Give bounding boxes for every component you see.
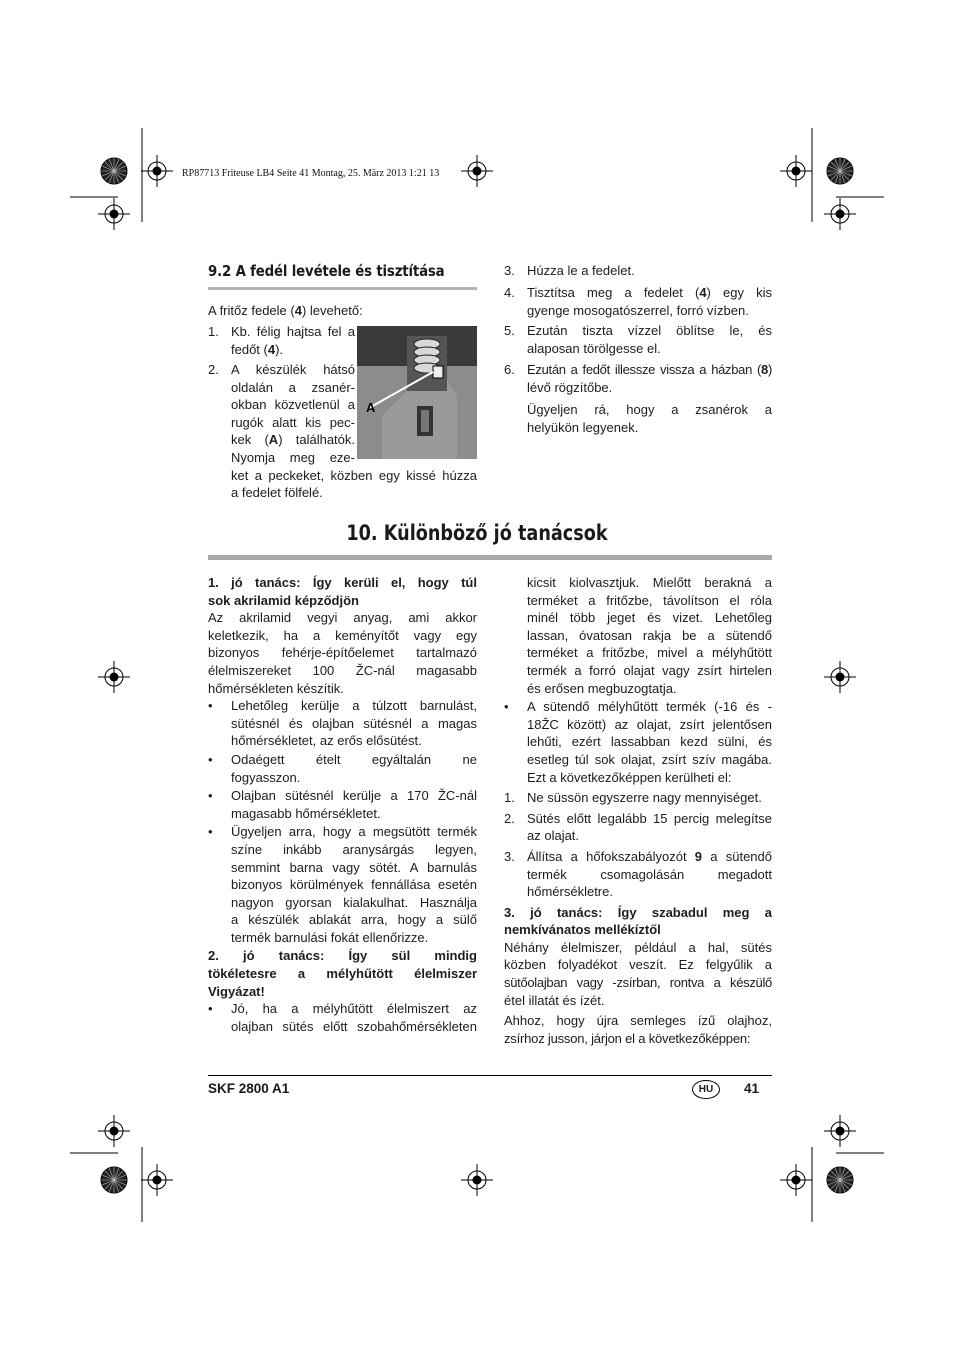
step-2: 2. A készülék hátsó oldalán a zsanér- okban közvetlenül a rugók alatt kis pec- kek (A) találhatók. Nyomja meg eze- ket a peckeket, közben egy kissé húzza a fedelet fölfelé. [208,362,477,501]
section-heading-9-2: 9.2 A fedél levétele és tisztítása [208,262,445,280]
tip2-step-2: 2. Sütés előtt legalább 15 percig melegítse az olajat. [504,810,772,844]
page-number: 41 [744,1081,760,1096]
tip2-heading: 2. jó tanács: Így sül mindig tökéletesre a mélyhűtött élelmiszer Vigyázat! [208,948,477,999]
step-6: 6. Ezután a fedőt illessze vissza a házban (8) lévő rögzítőbe. [504,362,772,395]
tip1-bullet-3: • Olajban sütésnél kerülje a 170 ŽC-nál magasabb hőmérsékletet. [208,788,477,821]
intro-paragraph: A fritőz fedele (4) levehető: [208,303,363,318]
right-column [504,574,772,1047]
section-rule [208,287,477,290]
section-heading-10: 10. Különböző jó tanácsok [346,521,608,545]
tip3-paragraph-1: Néhány élelmiszer, például a hal, sütés közben folyadékot veszít. Ez felgyűlik a sütőolajban vagy -zsírban, rontva a készülő étel illatát és ízét. [504,939,772,1008]
image-label-a: A [366,400,376,415]
tip1-bullet-1: • Lehetőleg kerülje a túlzott barnulást, sütésnél és olajban sütésnél a magas hőmérsékletet, az erős elősütést. [208,698,477,749]
tip2-step-3: 3. Állítsa a hőfokszabályozót 9 a sütendő termék csomagolásán megadott hőmérsékletre. [504,848,772,900]
tip2-step-1: 1. Ne süssön egyszerre nagy mennyiséget. [504,790,762,806]
footer-model: SKF 2800 A1 [208,1081,290,1096]
tip1-bullet-4: • Ügyeljen arra, hogy a megsütött termék színe inkább aranysárgás legyen, semmint barna vagy sötét. A barnulás bizonyos körülmények fennállása esetén nagyon gyorsan kialakulhat. Használja a készülék ablakát arra, hogy a sülő termék barnulási fokát ellenőrizze. [208,824,477,945]
tip2-bullet-2: • A sütendő mélyhűtött termék (-16 és - 18ŽC között) az olajat, zsírt jelentősen lehűti, ezért lassabban kezd sülni, és esetleg túl sok olajat, zsírt szív magába. Ezt a következőképpen kerülheti el: [504,699,772,785]
tip2-bullet-1-cont: kicsit kiolvasztjuk. Mielőtt berakná a terméket a fritőzbe, távolítson el róla minél több jeget és vizet. Lehetőleg lassan, óvatosan rakja be a sütendő terméket a fritőzbe, mivel a mélyhűtött termék a forró olajat vagy zsírt hirtelen és erősen megbuzogtatja. [527,575,772,696]
tip1-bullet-2: • Odaégett ételt egyáltalán ne fogyasszon. [208,751,477,785]
section-10-rule [208,555,772,560]
step-4: 4. Tisztítsa meg a fedelet (4) egy kis gyenge mosogatószerrel, forró vízben. [504,285,772,318]
left-column: 1. jó tanács: Így kerüli el, hogy túl sok akrilamid képződjön Az akrilamid vegyi anyag, ami akkor keletkezik, ha a keményítőt vagy egy bizonyos fehérje-építőelemet tartalmazó élelmiszereket 100 ŽC-nál magasabb hőmérsékleten készítik. • Lehetőleg kerülje a túlzott barnulást, sütésnél és olajban sütésnél a magas hőmérsékletet, az erős elősütést. • Odaégett ételt egyáltalán ne fogyasszon. • Olajban sütésnél kerülje a 170 ŽC-nál magasabb hőmérsékletet. • Ügyeljen arra, hogy a megsütött termék színe inkább aranysárgás legyen, semmint barna vagy sötét. A barnulás bizonyos körülmények fennállása esetén nagyon gyorsan kialakulhat. Használja a készülék ablakát arra, hogy a sülő termék barnulási fokát ellenőrizze. 2. jó tanács: Így sül mindig tökéletesre a mélyhűtött élelmiszer Vigyázat! • Jó, ha a mélyhűtött élelmiszert az olajban sütés előtt szobahőmérsékleten [208,575,477,1034]
hinge-note: Ügyeljen rá, hogy a zsanérok a helyükön legyenek. [527,402,772,435]
language-badge: HU [692,1080,720,1099]
footer-rule [208,1075,772,1076]
tip2-bullet-1-start: • Jó, ha a mélyhűtött élelmiszert az olajban sütés előtt szobahőmérsékleten [208,1001,477,1034]
step-5: 5. Ezután tiszta vízzel öblítse le, és alaposan törölgesse el. [504,323,772,356]
tip3-paragraph-2: Ahhoz, hogy újra semleges ízű olajhoz, zsírhoz jusson, járjon el a következőképpen: [504,1013,772,1046]
tip1-intro: Az akrilamid vegyi anyag, ami akkor keletkezik, ha a keményítőt vagy egy bizonyos fehérje-építőelemet tartalmazó élelmiszereket 100 ŽC-nál magasabb hőmérsékleten készítik. [208,610,477,696]
step-1: 1. Kb. félig hajtsa fel a fedőt (4). [208,324,355,357]
print-slug: RP87713 Friteuse LB4 Seite 41 Montag, 25. März 2013 1:21 13 [182,168,440,179]
tip3-heading: 3. jó tanács: Így szabadul meg a nemkívánatos mellékíztől [504,904,772,938]
step-3: 3. Húzza le a fedelet. [504,263,635,278]
